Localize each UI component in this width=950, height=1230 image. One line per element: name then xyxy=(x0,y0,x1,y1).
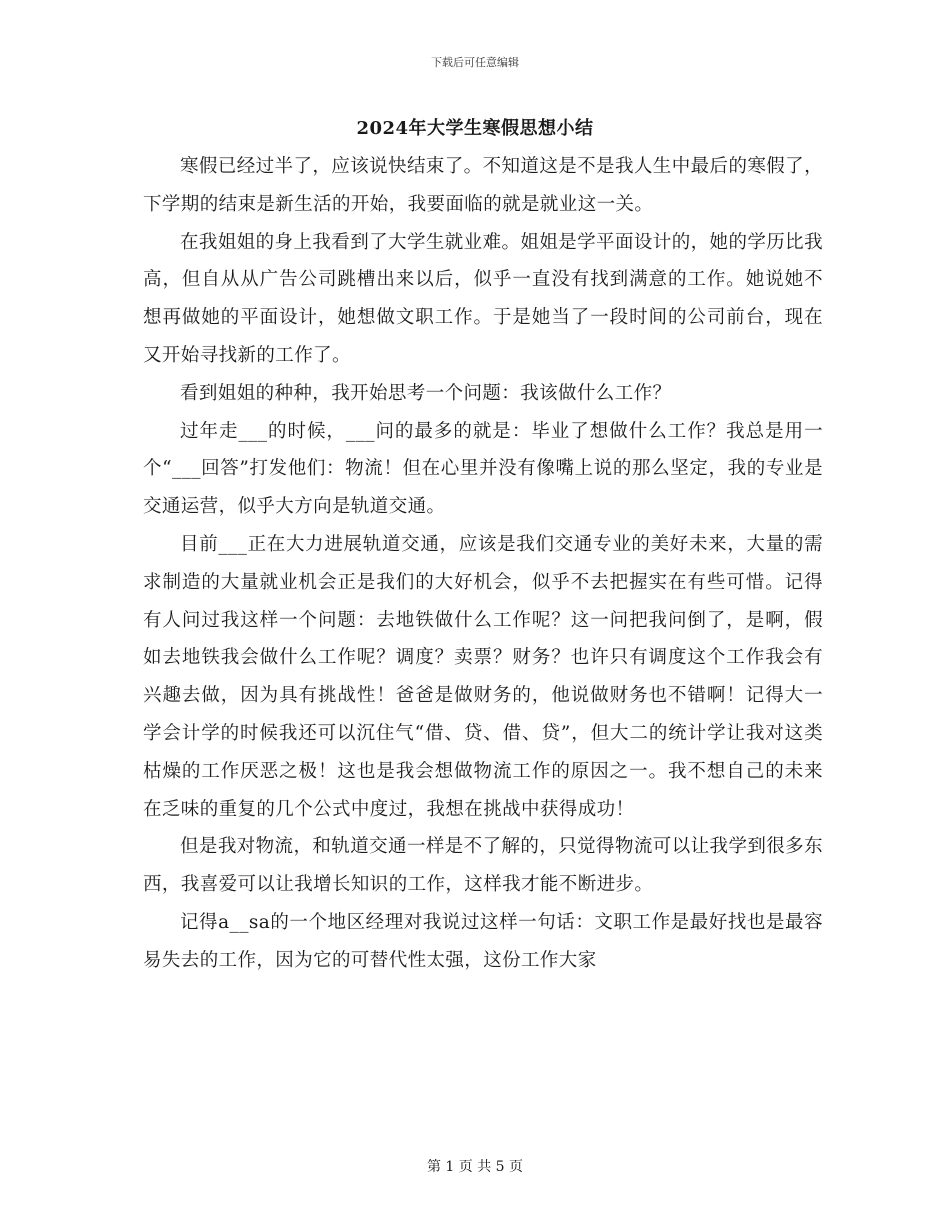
paragraph: 记得a__sa的一个地区经理对我说过这样一句话：文职工作是最好找也是最容易失去的工作，因为它的可替代性太强，这份工作大家 xyxy=(143,911,823,971)
paragraph: 目前___正在大力进展轨道交通，应该是我们交通专业的美好未来，大量的需求制造的大量就业机会正是我们的大好机会，似乎不去把握实在有些可惜。记得有人问过我这样一个问题：去地铁做什么工作呢？这一问把我问倒了，是啊，假如去地铁我会做什么工作呢？调度？卖票？财务？也许只有调度这个工作我会有兴趣去做，因为具有挑战性！爸爸是做财务的，他说做财务也不错啊！记得大一学会计学的时候我还可以沉住气“借、贷、借、贷”，但大二的统计学让我对这类枯燥的工作厌恶之极！这也是我会想做物流工作的原因之一。我不想自己的未来在乏味的重复的几个公式中度过，我想在挑战中获得成功！ xyxy=(143,533,823,820)
paragraph: 但是我对物流，和轨道交通一样是不了解的，只觉得物流可以让我学到很多东西，我喜爱可以让我增长知识的工作，这样我才能不断进步。 xyxy=(143,836,823,896)
paragraph: 寒假已经过半了，应该说快结束了。不知道这是不是我人生中最后的寒假了，下学期的结束是新生活的开始，我要面临的就是就业这一关。 xyxy=(143,156,823,215)
header-note: 下载后可任意编辑 xyxy=(431,56,519,69)
paragraph: 看到姐姐的种种，我开始思考一个问题：我该做什么工作？ xyxy=(180,382,672,404)
page-number: 第 1 页 共 5 页 xyxy=(426,1159,524,1175)
paragraph: 在我姐姐的身上我看到了大学生就业难。姐姐是学平面设计的，她的学历比我高，但自从从广告公司跳槽出来以后，似乎一直没有找到满意的工作。她说她不想再做她的平面设计，她想做文职工作。于是她当了一段时间的公司前台，现在又开始寻找新的工作了。 xyxy=(143,231,823,366)
paragraph: 过年走___的时候，___问的最多的就是：毕业了想做什么工作？我总是用一个“___回答”打发他们：物流！但在心里并没有像嘴上说的那么坚定，我的专业是交通运营，似乎大方向是轨道交通。 xyxy=(143,420,823,518)
document-title: 2024年大学生寒假思想小结 xyxy=(356,118,594,139)
document-body xyxy=(143,148,823,980)
